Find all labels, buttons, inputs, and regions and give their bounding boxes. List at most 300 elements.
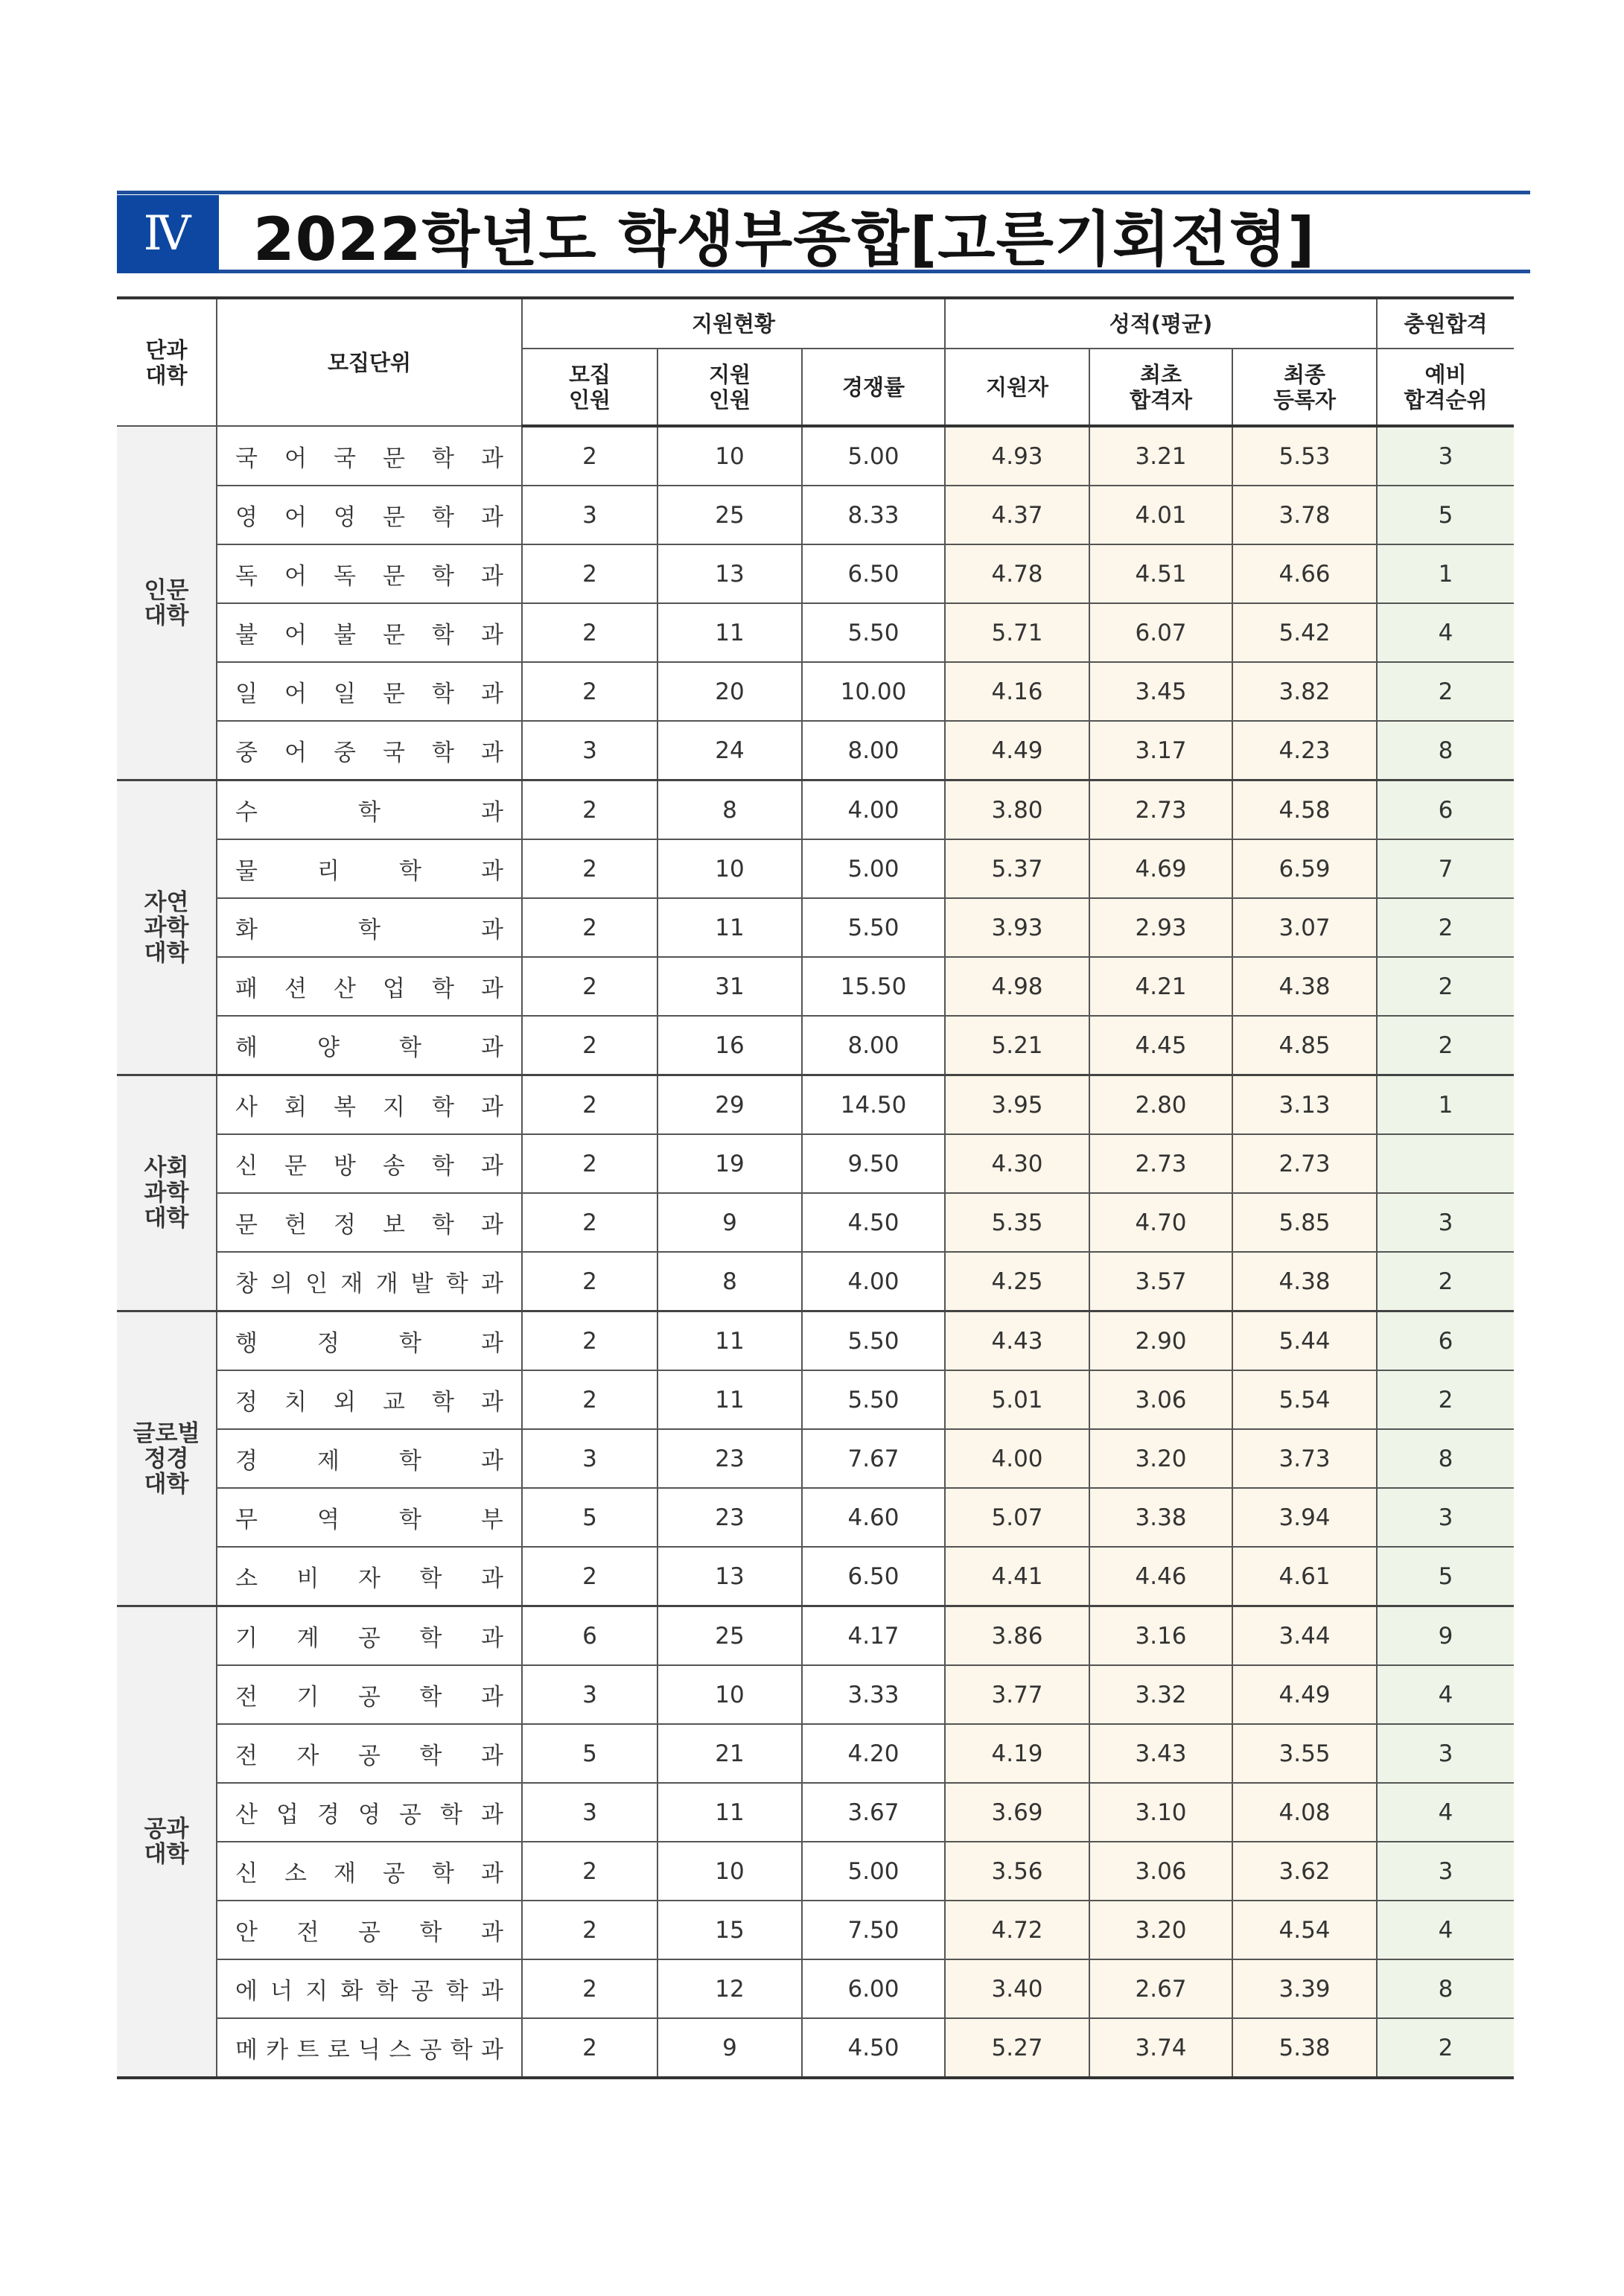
ratio-cell: 8.00 [802, 1016, 945, 1075]
grade-first-cell: 3.06 [1089, 1370, 1232, 1429]
grade-final-cell: 3.13 [1232, 1075, 1377, 1135]
department-name [217, 1075, 522, 1135]
grade-first-cell: 3.74 [1089, 2018, 1232, 2078]
department-label: 기 계 공 학 과 [235, 1625, 503, 1652]
grade-final-cell: 4.08 [1232, 1783, 1377, 1842]
quota-cell: 2 [522, 662, 657, 721]
ratio-cell: 4.50 [802, 2018, 945, 2078]
ratio-cell: 5.50 [802, 1311, 945, 1371]
department-label: 수 학 과 [235, 799, 503, 826]
grade-first-cell: 2.93 [1089, 898, 1232, 957]
department-name [217, 426, 522, 486]
department-label: 무 역 학 부 [235, 1507, 503, 1533]
grade-final-cell: 5.42 [1232, 603, 1377, 662]
grade-applicant-cell: 4.49 [945, 721, 1089, 780]
quota-cell: 2 [522, 603, 657, 662]
waitlist-rank-cell: 4 [1377, 1901, 1514, 1959]
waitlist-rank-cell: 2 [1377, 1252, 1514, 1311]
grade-final-cell: 4.58 [1232, 780, 1377, 840]
department-label: 경 제 학 과 [235, 1448, 503, 1475]
department-name [217, 1547, 522, 1606]
ratio-cell: 5.50 [802, 1370, 945, 1429]
waitlist-rank-cell: 8 [1377, 1959, 1514, 2018]
table-row [117, 1665, 1514, 1724]
grade-applicant-cell: 3.95 [945, 1075, 1089, 1135]
waitlist-rank-cell: 8 [1377, 721, 1514, 780]
ratio-cell: 7.50 [802, 1901, 945, 1959]
department-label: 창 의 인 재 개 발 학 과 [235, 1271, 503, 1297]
header-grade-final: 최종 등록자 [1232, 349, 1377, 426]
grade-applicant-cell: 3.69 [945, 1783, 1089, 1842]
waitlist-rank-cell: 5 [1377, 486, 1514, 544]
grade-final-cell: 5.53 [1232, 426, 1377, 486]
quota-cell: 2 [522, 1842, 657, 1901]
grade-applicant-cell: 4.93 [945, 426, 1089, 486]
waitlist-rank-cell: 3 [1377, 1724, 1514, 1783]
department-name [217, 780, 522, 840]
grade-first-cell: 3.38 [1089, 1488, 1232, 1547]
department-label: 행 정 학 과 [235, 1330, 503, 1357]
waitlist-rank-cell: 4 [1377, 1665, 1514, 1724]
grade-first-cell: 3.32 [1089, 1665, 1232, 1724]
grade-applicant-cell: 4.43 [945, 1311, 1089, 1371]
ratio-cell: 3.33 [802, 1665, 945, 1724]
quota-cell: 2 [522, 1193, 657, 1252]
department-name [217, 544, 522, 603]
grade-first-cell: 3.17 [1089, 721, 1232, 780]
waitlist-rank-cell: 2 [1377, 1370, 1514, 1429]
ratio-cell: 4.00 [802, 1252, 945, 1311]
department-label: 불 어 불 문 학 과 [235, 622, 503, 649]
ratio-cell: 5.00 [802, 426, 945, 486]
grade-final-cell: 4.38 [1232, 1252, 1377, 1311]
grade-first-cell: 4.46 [1089, 1547, 1232, 1606]
waitlist-rank-cell: 2 [1377, 2018, 1514, 2078]
ratio-cell: 5.50 [802, 603, 945, 662]
waitlist-rank-cell: 4 [1377, 603, 1514, 662]
applicants-cell: 23 [657, 1488, 802, 1547]
grade-first-cell: 3.20 [1089, 1901, 1232, 1959]
grade-applicant-cell: 3.77 [945, 1665, 1089, 1724]
department-label: 신 소 재 공 학 과 [235, 1860, 503, 1887]
grade-first-cell: 4.70 [1089, 1193, 1232, 1252]
table-row [117, 1547, 1514, 1606]
applicants-cell: 16 [657, 1016, 802, 1075]
college-name: 자연 과학 대학 [117, 780, 217, 1075]
department-name [217, 486, 522, 544]
waitlist-rank-cell: 3 [1377, 1488, 1514, 1547]
department-label: 일 어 일 문 학 과 [235, 681, 503, 707]
department-name [217, 1783, 522, 1842]
grade-applicant-cell: 5.27 [945, 2018, 1089, 2078]
applicants-cell: 12 [657, 1959, 802, 2018]
grade-final-cell: 2.73 [1232, 1134, 1377, 1193]
quota-cell: 3 [522, 1665, 657, 1724]
grade-final-cell: 4.61 [1232, 1547, 1377, 1606]
department-name [217, 957, 522, 1016]
grade-first-cell: 3.45 [1089, 662, 1232, 721]
table-row [117, 603, 1514, 662]
table-row [117, 1959, 1514, 2018]
waitlist-rank-cell: 2 [1377, 957, 1514, 1016]
quota-cell: 3 [522, 1783, 657, 1842]
table-row [117, 1783, 1514, 1842]
grade-applicant-cell: 4.25 [945, 1252, 1089, 1311]
quota-cell: 2 [522, 1252, 657, 1311]
table-row [117, 1488, 1514, 1547]
department-name [217, 1959, 522, 2018]
grade-applicant-cell: 3.93 [945, 898, 1089, 957]
table-row [117, 426, 1514, 486]
department-label: 영 어 영 문 학 과 [235, 504, 503, 531]
department-label: 독 어 독 문 학 과 [235, 563, 503, 590]
grade-first-cell: 2.80 [1089, 1075, 1232, 1135]
waitlist-rank-cell [1377, 1134, 1514, 1193]
table-row [117, 662, 1514, 721]
grade-applicant-cell: 5.35 [945, 1193, 1089, 1252]
applicants-cell: 10 [657, 1665, 802, 1724]
department-label: 신 문 방 송 학 과 [235, 1153, 503, 1180]
waitlist-rank-cell: 9 [1377, 1606, 1514, 1666]
department-name [217, 1606, 522, 1666]
department-label: 해 양 학 과 [235, 1034, 503, 1061]
table-row [117, 1193, 1514, 1252]
quota-cell: 6 [522, 1606, 657, 1666]
grade-first-cell: 3.10 [1089, 1783, 1232, 1842]
applicants-cell: 20 [657, 662, 802, 721]
department-label: 화 학 과 [235, 917, 503, 944]
section-number-badge: Ⅳ [117, 195, 219, 273]
grade-applicant-cell: 3.56 [945, 1842, 1089, 1901]
waitlist-rank-cell: 3 [1377, 1842, 1514, 1901]
table-row [117, 1311, 1514, 1371]
grade-final-cell: 4.49 [1232, 1665, 1377, 1724]
applicants-cell: 19 [657, 1134, 802, 1193]
grade-final-cell: 3.55 [1232, 1724, 1377, 1783]
grade-final-cell: 4.85 [1232, 1016, 1377, 1075]
ratio-cell: 9.50 [802, 1134, 945, 1193]
quota-cell: 3 [522, 721, 657, 780]
ratio-cell: 4.50 [802, 1193, 945, 1252]
grade-final-cell: 5.85 [1232, 1193, 1377, 1252]
college-name: 글로벌 정경 대학 [117, 1311, 217, 1606]
grade-first-cell: 2.73 [1089, 1134, 1232, 1193]
header-ratio: 경쟁률 [802, 349, 945, 426]
waitlist-rank-cell: 2 [1377, 662, 1514, 721]
applicants-cell: 23 [657, 1429, 802, 1488]
department-label: 물 리 학 과 [235, 858, 503, 885]
table-row [117, 1134, 1514, 1193]
header-group-apply: 지원현황 [522, 298, 945, 349]
grade-applicant-cell: 4.98 [945, 957, 1089, 1016]
quota-cell: 3 [522, 486, 657, 544]
grade-first-cell: 4.45 [1089, 1016, 1232, 1075]
grade-applicant-cell: 3.86 [945, 1606, 1089, 1666]
waitlist-rank-cell: 5 [1377, 1547, 1514, 1606]
waitlist-rank-cell: 7 [1377, 839, 1514, 898]
applicants-cell: 11 [657, 898, 802, 957]
applicants-cell: 24 [657, 721, 802, 780]
quota-cell: 2 [522, 1370, 657, 1429]
grade-final-cell: 3.78 [1232, 486, 1377, 544]
grade-applicant-cell: 4.16 [945, 662, 1089, 721]
grade-first-cell: 3.21 [1089, 426, 1232, 486]
grade-first-cell: 2.73 [1089, 780, 1232, 840]
department-name [217, 721, 522, 780]
quota-cell: 2 [522, 544, 657, 603]
grade-first-cell: 2.67 [1089, 1959, 1232, 2018]
college-name: 공과 대학 [117, 1606, 217, 2079]
table-row [117, 780, 1514, 840]
waitlist-rank-cell: 1 [1377, 544, 1514, 603]
header-grade-applicant: 지원자 [945, 349, 1089, 426]
grade-first-cell: 2.90 [1089, 1311, 1232, 1371]
table-row [117, 957, 1514, 1016]
applicants-cell: 31 [657, 957, 802, 1016]
ratio-cell: 4.20 [802, 1724, 945, 1783]
applicants-cell: 25 [657, 486, 802, 544]
grade-final-cell: 6.59 [1232, 839, 1377, 898]
table-row [117, 1075, 1514, 1135]
applicants-cell: 11 [657, 603, 802, 662]
department-name [217, 1193, 522, 1252]
department-label: 메 카 트 로 닉 스 공 학 과 [235, 2037, 503, 2064]
department-label: 문 헌 정 보 학 과 [235, 1212, 503, 1238]
ratio-cell: 14.50 [802, 1075, 945, 1135]
table-row [117, 1901, 1514, 1959]
admission-results-table [117, 296, 1514, 2079]
quota-cell: 2 [522, 1134, 657, 1193]
grade-final-cell: 3.62 [1232, 1842, 1377, 1901]
department-label: 에 너 지 화 학 공 학 과 [235, 1978, 503, 2005]
waitlist-rank-cell: 8 [1377, 1429, 1514, 1488]
grade-final-cell: 4.38 [1232, 957, 1377, 1016]
table-row [117, 839, 1514, 898]
department-name [217, 1252, 522, 1311]
applicants-cell: 8 [657, 1252, 802, 1311]
header-unit: 모집단위 [217, 298, 522, 426]
ratio-cell: 5.00 [802, 839, 945, 898]
department-name [217, 1842, 522, 1901]
grade-final-cell: 3.07 [1232, 898, 1377, 957]
header-college: 단과 대학 [117, 298, 217, 426]
header-waitlist: 예비 합격순위 [1377, 349, 1514, 426]
grade-applicant-cell: 4.72 [945, 1901, 1089, 1959]
department-label: 안 전 공 학 과 [235, 1919, 503, 1946]
table-row [117, 1252, 1514, 1311]
grade-applicant-cell: 3.40 [945, 1959, 1089, 2018]
department-label: 사 회 복 지 학 과 [235, 1094, 503, 1121]
grade-final-cell: 5.38 [1232, 2018, 1377, 2078]
grade-first-cell: 4.01 [1089, 486, 1232, 544]
header-applicants: 지원 인원 [657, 349, 802, 426]
page-title: 2022학년도 학생부종합[고른기회전형] [253, 204, 1316, 274]
grade-first-cell: 4.51 [1089, 544, 1232, 603]
header-group-grade: 성적(평균) [945, 298, 1377, 349]
quota-cell: 5 [522, 1724, 657, 1783]
department-name [217, 662, 522, 721]
grade-applicant-cell: 4.41 [945, 1547, 1089, 1606]
college-name: 사회 과학 대학 [117, 1075, 217, 1311]
applicants-cell: 29 [657, 1075, 802, 1135]
grade-final-cell: 4.23 [1232, 721, 1377, 780]
grade-first-cell: 4.21 [1089, 957, 1232, 1016]
ratio-cell: 8.00 [802, 721, 945, 780]
grade-final-cell: 3.94 [1232, 1488, 1377, 1547]
quota-cell: 2 [522, 957, 657, 1016]
grade-applicant-cell: 5.71 [945, 603, 1089, 662]
college-name: 인문 대학 [117, 426, 217, 780]
quota-cell: 5 [522, 1488, 657, 1547]
ratio-cell: 4.17 [802, 1606, 945, 1666]
department-name [217, 1134, 522, 1193]
quota-cell: 2 [522, 1016, 657, 1075]
grade-applicant-cell: 5.21 [945, 1016, 1089, 1075]
quota-cell: 2 [522, 839, 657, 898]
waitlist-rank-cell: 3 [1377, 426, 1514, 486]
department-label: 산 업 경 영 공 학 과 [235, 1801, 503, 1828]
waitlist-rank-cell: 6 [1377, 780, 1514, 840]
applicants-cell: 13 [657, 544, 802, 603]
department-name [217, 1724, 522, 1783]
waitlist-rank-cell: 6 [1377, 1311, 1514, 1371]
quota-cell: 2 [522, 780, 657, 840]
department-name [217, 839, 522, 898]
grade-final-cell: 3.73 [1232, 1429, 1377, 1488]
grade-applicant-cell: 5.07 [945, 1488, 1089, 1547]
grade-applicant-cell: 4.00 [945, 1429, 1089, 1488]
grade-applicant-cell: 5.37 [945, 839, 1089, 898]
grade-first-cell: 3.16 [1089, 1606, 1232, 1666]
table-row [117, 721, 1514, 780]
grade-final-cell: 4.66 [1232, 544, 1377, 603]
ratio-cell: 5.00 [802, 1842, 945, 1901]
grade-final-cell: 3.44 [1232, 1606, 1377, 1666]
waitlist-rank-cell: 3 [1377, 1193, 1514, 1252]
applicants-cell: 21 [657, 1724, 802, 1783]
applicants-cell: 25 [657, 1606, 802, 1666]
quota-cell: 2 [522, 1959, 657, 2018]
grade-first-cell: 3.06 [1089, 1842, 1232, 1901]
table-row [117, 1429, 1514, 1488]
ratio-cell: 6.50 [802, 544, 945, 603]
table-row [117, 544, 1514, 603]
applicants-cell: 11 [657, 1311, 802, 1371]
applicants-cell: 10 [657, 1842, 802, 1901]
grade-first-cell: 3.20 [1089, 1429, 1232, 1488]
department-name [217, 898, 522, 957]
quota-cell: 2 [522, 1901, 657, 1959]
ratio-cell: 4.00 [802, 780, 945, 840]
ratio-cell: 3.67 [802, 1783, 945, 1842]
department-name [217, 1429, 522, 1488]
quota-cell: 2 [522, 1075, 657, 1135]
table-row [117, 1842, 1514, 1901]
quota-cell: 2 [522, 1547, 657, 1606]
department-label: 소 비 자 학 과 [235, 1565, 503, 1592]
applicants-cell: 8 [657, 780, 802, 840]
grade-final-cell: 5.44 [1232, 1311, 1377, 1371]
department-label: 정 치 외 교 학 과 [235, 1389, 503, 1416]
grade-final-cell: 4.54 [1232, 1901, 1377, 1959]
waitlist-rank-cell: 2 [1377, 898, 1514, 957]
department-name [217, 1901, 522, 1959]
header-group-extra: 충원합격 [1377, 298, 1514, 349]
department-label: 패 션 산 업 학 과 [235, 976, 503, 1002]
department-name [217, 1488, 522, 1547]
table-row [117, 1724, 1514, 1783]
ratio-cell: 15.50 [802, 957, 945, 1016]
grade-applicant-cell: 4.30 [945, 1134, 1089, 1193]
ratio-cell: 6.50 [802, 1547, 945, 1606]
grade-first-cell: 4.69 [1089, 839, 1232, 898]
department-label: 중 어 중 국 학 과 [235, 740, 503, 766]
applicants-cell: 15 [657, 1901, 802, 1959]
grade-applicant-cell: 4.19 [945, 1724, 1089, 1783]
department-name [217, 1016, 522, 1075]
grade-final-cell: 5.54 [1232, 1370, 1377, 1429]
table-row [117, 2018, 1514, 2078]
department-name [217, 1370, 522, 1429]
table-row [117, 1606, 1514, 1666]
table-row [117, 1016, 1514, 1075]
ratio-cell: 5.50 [802, 898, 945, 957]
ratio-cell: 8.33 [802, 486, 945, 544]
department-name [217, 1665, 522, 1724]
applicants-cell: 9 [657, 2018, 802, 2078]
grade-applicant-cell: 5.01 [945, 1370, 1089, 1429]
header-quota: 모집 인원 [522, 349, 657, 426]
table-body [117, 426, 1514, 2078]
department-label: 국 어 국 문 학 과 [235, 445, 503, 472]
grade-final-cell: 3.82 [1232, 662, 1377, 721]
grade-first-cell: 3.43 [1089, 1724, 1232, 1783]
waitlist-rank-cell: 4 [1377, 1783, 1514, 1842]
ratio-cell: 10.00 [802, 662, 945, 721]
applicants-cell: 13 [657, 1547, 802, 1606]
ratio-cell: 6.00 [802, 1959, 945, 2018]
grade-applicant-cell: 4.37 [945, 486, 1089, 544]
quota-cell: 2 [522, 1311, 657, 1371]
quota-cell: 3 [522, 1429, 657, 1488]
table-row [117, 1370, 1514, 1429]
header-grade-first: 최초 합격자 [1089, 349, 1232, 426]
department-name [217, 2018, 522, 2078]
grade-applicant-cell: 4.78 [945, 544, 1089, 603]
quota-cell: 2 [522, 898, 657, 957]
grade-first-cell: 6.07 [1089, 603, 1232, 662]
grade-final-cell: 3.39 [1232, 1959, 1377, 2018]
department-label: 전 기 공 학 과 [235, 1684, 503, 1711]
table-row [117, 898, 1514, 957]
department-label: 전 자 공 학 과 [235, 1743, 503, 1769]
applicants-cell: 10 [657, 426, 802, 486]
ratio-cell: 7.67 [802, 1429, 945, 1488]
table-row [117, 486, 1514, 544]
grade-first-cell: 3.57 [1089, 1252, 1232, 1311]
waitlist-rank-cell: 1 [1377, 1075, 1514, 1135]
department-name [217, 603, 522, 662]
quota-cell: 2 [522, 2018, 657, 2078]
quota-cell: 2 [522, 426, 657, 486]
ratio-cell: 4.60 [802, 1488, 945, 1547]
applicants-cell: 10 [657, 839, 802, 898]
department-name [217, 1311, 522, 1371]
grade-applicant-cell: 3.80 [945, 780, 1089, 840]
waitlist-rank-cell: 2 [1377, 1016, 1514, 1075]
applicants-cell: 9 [657, 1193, 802, 1252]
applicants-cell: 11 [657, 1783, 802, 1842]
